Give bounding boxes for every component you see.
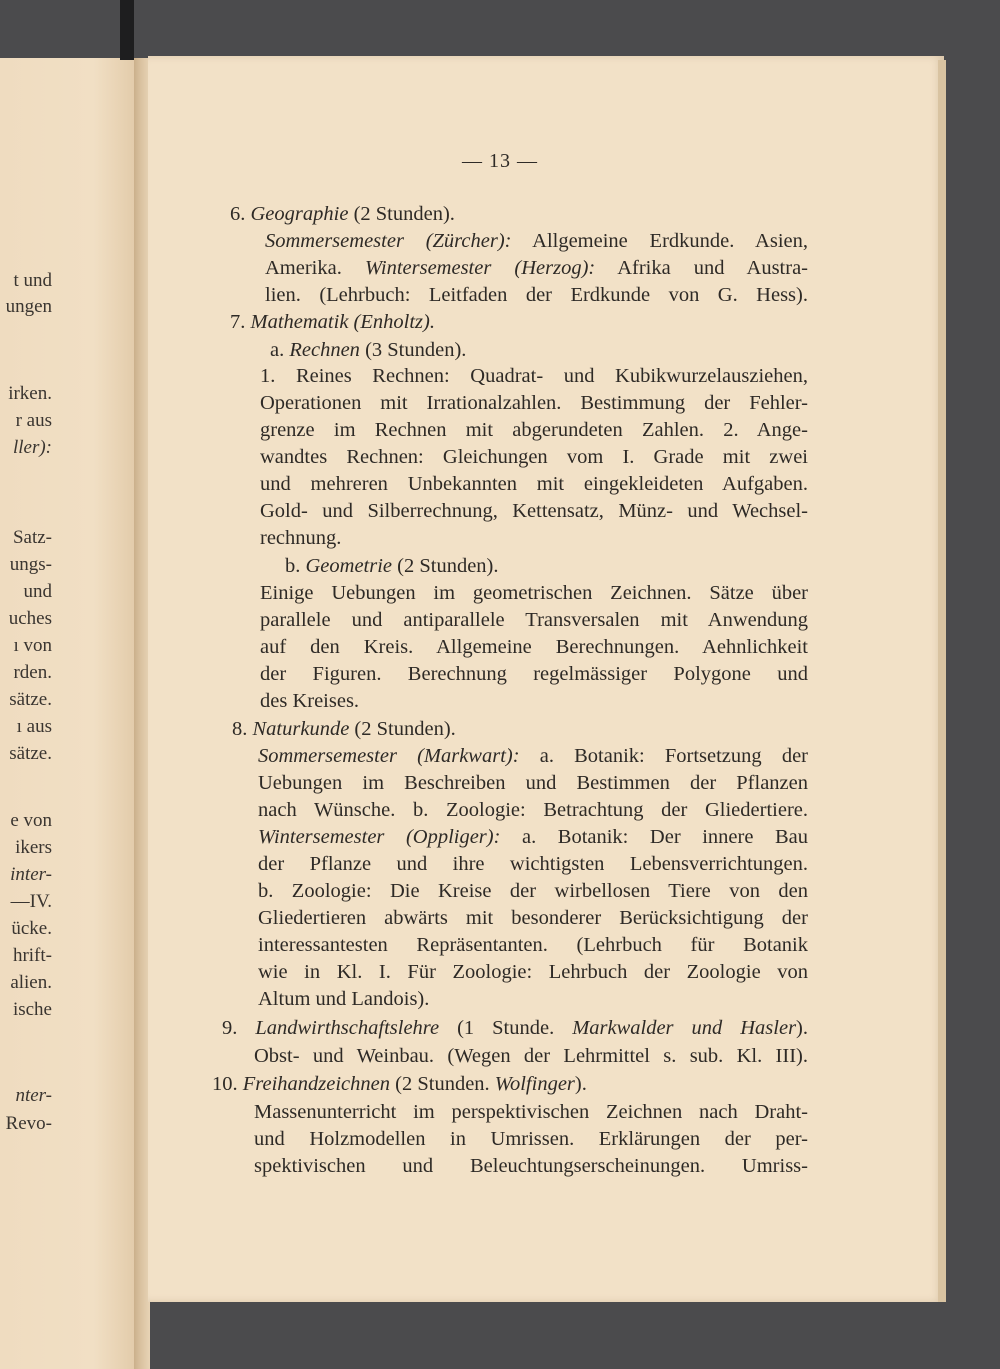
left-page-fragment: uches: [8, 608, 52, 629]
left-page-fragment: t und: [13, 270, 52, 291]
text-line: [212, 1074, 587, 1095]
text-run: auf den Kreis. Allgemeine Berechnungen. Aehnlichkeit: [260, 636, 808, 658]
text-run: der Figuren. Berechnung regelmässiger Polygone und: [260, 663, 808, 685]
page-edge: [938, 60, 946, 1302]
text-run: Afrika und Austra-: [595, 257, 808, 279]
italic-run: Rechnen: [289, 339, 360, 361]
left-page-fragment: ller):: [12, 437, 52, 458]
left-page-fragment: sätze.: [9, 689, 52, 710]
text-run: Massenunterricht im perspektivischen Zeichnen nach Draht-: [254, 1101, 808, 1123]
text-run: (2 Stunden.: [390, 1073, 495, 1095]
text-run: Uebungen im Beschreiben und Bestimmen der Pflanzen: [258, 772, 808, 794]
italic-run: Freihandzeichnen: [242, 1073, 391, 1095]
text-line: [260, 610, 808, 631]
left-page-fragment: ücke.: [11, 918, 52, 939]
left-page-fragment: —IV.: [10, 891, 52, 912]
text-line: [258, 773, 808, 794]
text-run: 8.: [232, 718, 253, 740]
text-run: lien. (Lehrbuch: Leitfaden der Erdkunde von G. Hess).: [265, 284, 808, 306]
left-page-fragment: ikers: [15, 837, 52, 858]
text-run: wie in Kl. I. Für Zoologie: Lehrbuch der Zoologie von: [258, 961, 808, 983]
italic-run: Wolfinger: [494, 1073, 575, 1095]
text-line: [254, 1046, 808, 1067]
left-page-fragment: ı aus: [16, 716, 52, 737]
text-run: Amerika.: [265, 257, 365, 279]
text-line: [258, 908, 808, 929]
italic-run: Geometrie: [305, 555, 393, 577]
text-run: 7.: [230, 311, 251, 333]
text-run: der Pflanze und ihre wichtigsten Lebensverrichtungen.: [258, 853, 808, 875]
text-line: [230, 204, 455, 225]
text-run: 6.: [230, 203, 251, 225]
text-line: [260, 474, 808, 495]
text-line: [285, 556, 499, 577]
left-page-fragment: ungen: [5, 296, 52, 317]
text-run: Allgemeine Erdkunde. Asien,: [511, 230, 808, 252]
text-run: (3 Stunden).: [359, 339, 467, 361]
left-page-fragment: irken.: [8, 383, 52, 404]
text-line: [270, 340, 466, 361]
text-run: 9.: [222, 1017, 256, 1039]
text-line: [258, 989, 429, 1010]
text-run: wandtes Rechnen: Gleichungen vom I. Grade mit zwei: [260, 446, 808, 468]
text-run: nach Wünsche. b. Zoologie: Betrachtung der Gliedertiere.: [258, 799, 808, 821]
text-line: [254, 1102, 808, 1123]
text-line: [260, 447, 808, 468]
italic-run: Mathematik (Enholtz).: [250, 311, 435, 333]
text-line: [260, 664, 808, 685]
text-line: [258, 800, 808, 821]
text-line: [222, 1018, 808, 1039]
left-page-fragment: nter-: [15, 1085, 52, 1106]
left-page-fragment: ische: [12, 999, 52, 1020]
text-run: a. Botanik: Der innere Bau: [500, 826, 808, 848]
text-line: [258, 881, 808, 902]
text-line: [260, 637, 808, 658]
gutter-shadow: [120, 0, 134, 60]
left-page-fragment: und: [23, 581, 52, 602]
italic-run: Sommersemester (Markwart):: [258, 745, 520, 767]
italic-run: Markwalder und Hasler: [572, 1017, 797, 1039]
text-run: (2 Stunden).: [392, 555, 499, 577]
text-run: spektivischen und Beleuchtungserscheinungen. Umriss-: [254, 1155, 808, 1177]
text-run: (1 Stunde.: [439, 1017, 573, 1039]
left-page-fragment: e von: [10, 810, 52, 831]
text-run: Gliedertieren abwärts mit besonderer Berücksichtigung der: [258, 907, 808, 929]
text-line: [258, 935, 808, 956]
text-run: b.: [285, 555, 306, 577]
text-line: [260, 366, 808, 387]
text-run: (2 Stunden).: [349, 718, 456, 740]
italic-run: Wintersemester (Herzog):: [364, 257, 596, 279]
text-run: 1. Reines Rechnen: Quadrat- und Kubikwurzelausziehen,: [260, 365, 808, 387]
italic-run: Landwirthschaftslehre: [255, 1017, 440, 1039]
text-line: [258, 854, 808, 875]
left-page-fragment: sätze.: [9, 743, 52, 764]
text-line: [258, 746, 808, 767]
text-line: [260, 420, 808, 441]
text-run: (2 Stunden).: [348, 203, 455, 225]
text-run: rechnung.: [260, 527, 342, 549]
text-run: ).: [574, 1073, 587, 1095]
left-page-fragment: rden.: [13, 662, 52, 683]
left-page-fragment: inter-: [10, 864, 52, 885]
text-run: Altum und Landois).: [258, 988, 430, 1010]
italic-run: Wintersemester (Oppliger):: [258, 826, 501, 848]
text-run: Operationen mit Irrationalzahlen. Bestimmung der Fehler-: [260, 392, 808, 414]
italic-run: Geographie: [250, 203, 349, 225]
italic-run: Sommersemester (Zürcher):: [265, 230, 512, 252]
text-line: [265, 285, 808, 306]
text-line: [265, 258, 808, 279]
page-number: — 13 —: [462, 150, 538, 172]
text-line: [260, 501, 808, 522]
italic-run: Naturkunde: [252, 718, 350, 740]
text-line: [260, 393, 808, 414]
text-run: grenze im Rechnen mit abgerundeten Zahlen. 2. Ange-: [260, 419, 808, 441]
text-run: interessantesten Repräsentanten. (Lehrbuch für Botanik: [258, 934, 808, 956]
text-line: [230, 312, 435, 333]
text-line: [260, 583, 808, 604]
text-line: [260, 528, 341, 549]
text-run: a.: [270, 339, 290, 361]
text-line: [265, 231, 808, 252]
text-line: [260, 691, 359, 712]
text-run: Einige Uebungen im geometrischen Zeichnen. Sätze über: [260, 582, 808, 604]
left-page-fragment: r aus: [15, 410, 52, 431]
text-line: [232, 719, 456, 740]
text-line: [258, 827, 808, 848]
text-line: [254, 1156, 808, 1177]
left-page-fragment: alien.: [10, 972, 52, 993]
text-run: und mehreren Unbekannten mit eingekleideten Aufgaben.: [260, 473, 808, 495]
text-line: [254, 1129, 808, 1150]
left-page-fragment: ı von: [13, 635, 52, 656]
left-page-fragment: hrift-: [12, 945, 52, 966]
text-run: parallele und antiparallele Transversalen mit Anwendung: [260, 609, 808, 631]
text-run: und Holzmodellen in Umrissen. Erklärungen der per-: [254, 1128, 808, 1150]
text-run: Obst- und Weinbau. (Wegen der Lehrmittel s. sub. Kl. III).: [254, 1045, 808, 1067]
text-line: [258, 962, 808, 983]
text-run: des Kreises.: [260, 690, 360, 712]
text-run: b. Zoologie: Die Kreise der wirbellosen Tiere von den: [258, 880, 808, 902]
left-page: [0, 58, 134, 1369]
text-run: Gold- und Silberrechnung, Kettensatz, Münz- und Wechsel-: [260, 500, 808, 522]
left-page-fragment: Revo-: [5, 1113, 52, 1134]
text-run: a. Botanik: Fortsetzung der: [519, 745, 808, 767]
left-page-fragment: Satz-: [12, 527, 52, 548]
text-run: 10.: [212, 1073, 243, 1095]
left-page-fragment: ungs-: [9, 554, 52, 575]
text-run: ).: [796, 1017, 808, 1039]
